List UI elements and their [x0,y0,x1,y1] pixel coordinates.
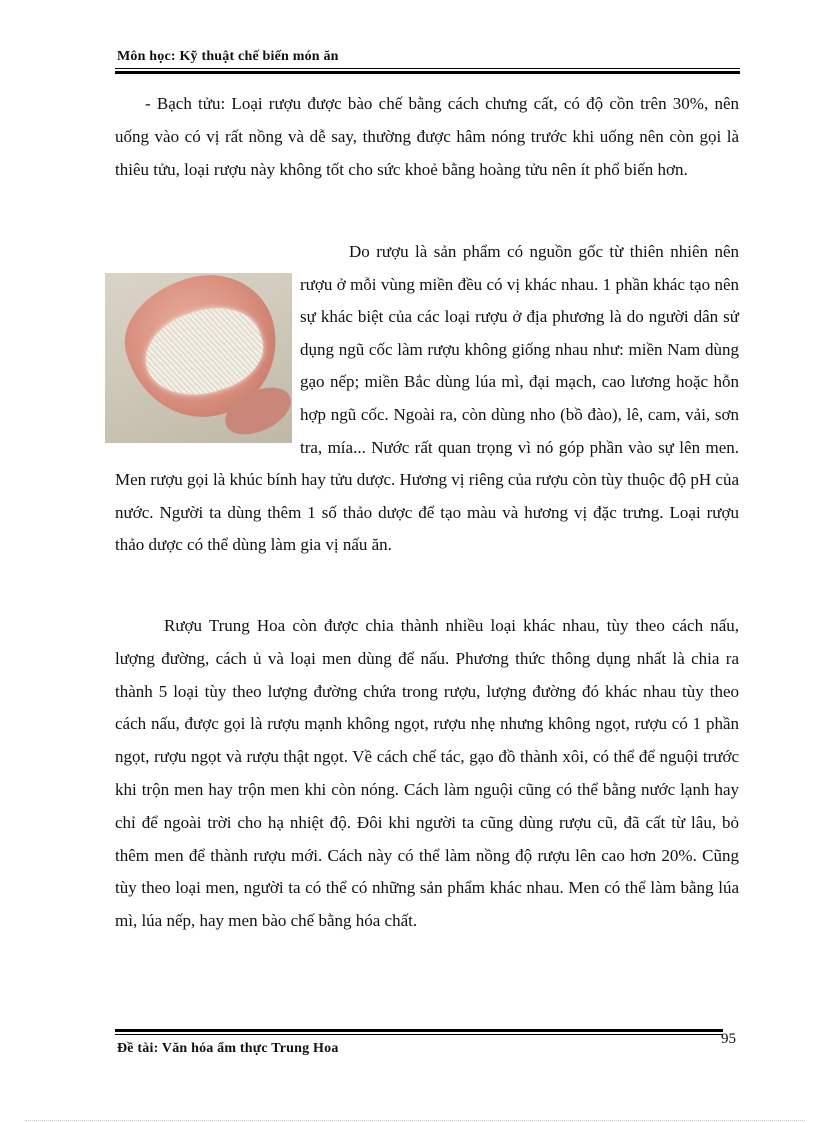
paragraph-regional-wine-block [115,236,739,562]
footer-rule-thick [115,1029,723,1032]
paragraph-regional-wine: Do rượu là sản phẩm có nguồn gốc từ thiên nhiên nên rượu ở mỗi vùng miền đều có vị khác nhau. 1 phần khác tạo nên sự khác biệt của các loại rượu ở địa phương là do người dân sử dụng ngũ cốc làm rượu không giống nhau như: miền Nam dùng gạo nếp; miền Bắc dùng lúa mì, đại mạch, cao lương hoặc hỗn hợp ngũ cốc. Ngoài ra, còn dùng nho (bồ đào), lê, cam, vải, sơn tra, mía... Nước rất quan trọng vì nó góp phần vào sự lên men. Men rượu gọi là khúc bính hay tửu dược. Hương vị riêng của rượu còn tùy thuộc độ pH của nước. Người ta dùng thêm 1 số thảo dược để tạo màu và hương vị đặc trưng. Loại rượu thảo dược có thể dùng làm gia vị nấu ăn. [115,242,740,555]
footer-topic-title: Đề tài: Văn hóa ẩm thực Trung Hoa [117,1041,339,1056]
header-course-title: Môn học: Kỹ thuật chế biến món ăn [117,49,339,64]
page-bottom-border [25,1120,805,1121]
rice-in-hand-image [105,273,292,443]
footer-rule [115,1034,723,1035]
header-rule [115,68,740,69]
paragraph-bach-tuu: - Bạch tửu: Loại rượu được bào chế bằng cách chưng cất, có độ cồn trên 30%, nên uống vào có vị rất nồng và dễ say, thường được hâm nóng trước khi uống nên còn gọi là thiêu tửu, loại rượu này không tốt cho sức khoẻ bằng hoàng tửu nên ít phổ biến hơn. [115,94,739,179]
header-rule-thick [115,71,740,74]
page-number: 95 [721,1031,736,1047]
paragraph-wine-types: Rượu Trung Hoa còn được chia thành nhiều loại khác nhau, tùy theo cách nấu, lượng đường, cách ủ và loại men dùng để nấu. Phương thức thông dụng nhất là chia ra thành 5 loại tùy theo lượng đường chứa trong rượu, lượng đường đó khác nhau tùy theo cách nấu, được gọi là rượu mạnh không ngọt, rượu nhẹ nhưng không ngọt, rượu có 1 phần ngọt, rượu ngọt và rượu thật ngọt. Về cách chế tác, gạo đồ thành xôi, có thể để nguội trước khi trộn men hay trộn men khi còn nóng. Cách làm nguội cũng có thể bằng nước lạnh hay chỉ để ngoài trời cho hạ nhiệt độ. Đôi khi người ta cũng dùng rượu cũ, đã cất từ lâu, bỏ thêm men để thành rượu mới. Cách này có thể làm nồng độ rượu lên cao hơn 20%. Cũng tùy theo loại men, người ta có thể có những sản phẩm khác nhau. Men có thể làm bằng lúa mì, lúa nếp, hay men bào chế bằng hóa chất. [115,616,739,931]
